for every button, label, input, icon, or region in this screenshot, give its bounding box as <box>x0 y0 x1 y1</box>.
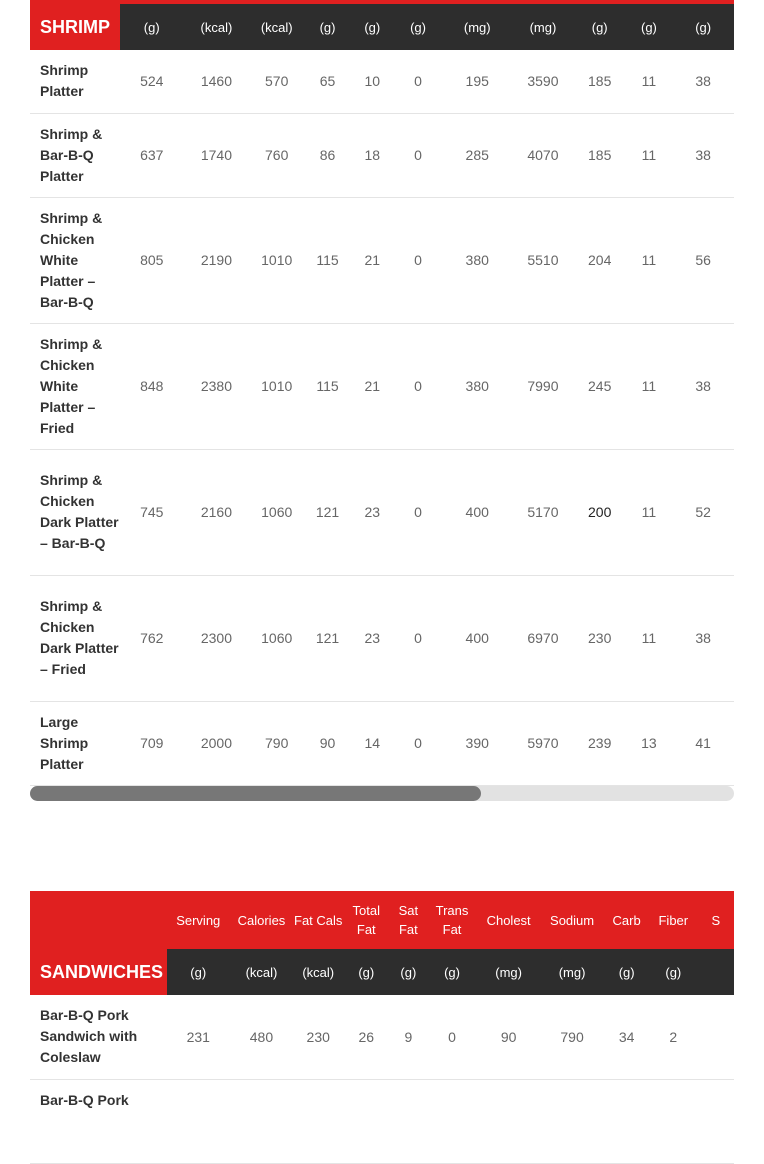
horizontal-scrollbar[interactable] <box>30 786 734 801</box>
value-cell <box>698 995 734 1079</box>
value-cell: 637 <box>120 113 184 197</box>
value-cell: 11 <box>626 50 673 113</box>
sandwiches-labels-row <box>30 891 734 949</box>
value-cell: 231 <box>167 995 229 1079</box>
table-row <box>30 323 734 449</box>
value-cell: 230 <box>294 995 343 1079</box>
value-cell <box>390 1079 427 1163</box>
value-cell: 230 <box>574 575 626 701</box>
column-header: Serving <box>167 891 229 949</box>
value-cell: 90 <box>304 701 351 785</box>
value-cell: 762 <box>120 575 184 701</box>
value-cell: 0 <box>394 323 443 449</box>
value-cell: 38 <box>672 575 734 701</box>
value-cell: 1060 <box>249 575 304 701</box>
unit-cell: (g) <box>649 949 698 995</box>
value-cell: 709 <box>120 701 184 785</box>
value-cell: 790 <box>249 701 304 785</box>
unit-cell: (g) <box>626 2 673 50</box>
value-cell: 2 <box>649 995 698 1079</box>
value-cell: 21 <box>351 323 394 449</box>
value-cell: 0 <box>394 701 443 785</box>
unit-cell: (mg) <box>540 949 604 995</box>
table-row <box>30 113 734 197</box>
column-header: Calories <box>229 891 294 949</box>
value-cell: 115 <box>304 323 351 449</box>
header-blank-cell <box>30 891 167 949</box>
value-cell: 11 <box>626 575 673 701</box>
value-cell: 245 <box>574 323 626 449</box>
value-cell: 14 <box>351 701 394 785</box>
value-cell: 0 <box>394 50 443 113</box>
value-cell: 745 <box>120 449 184 575</box>
value-cell: 480 <box>229 995 294 1079</box>
value-cell: 90 <box>477 995 540 1079</box>
item-name: Bar-B-Q Pork Sandwich with Coleslaw <box>30 995 167 1079</box>
value-cell: 18 <box>351 113 394 197</box>
item-name: Shrimp & Bar-B-Q Platter <box>30 113 120 197</box>
value-cell: 6970 <box>512 575 574 701</box>
value-cell: 86 <box>304 113 351 197</box>
unit-cell: (g) <box>304 2 351 50</box>
unit-cell: (kcal) <box>184 2 250 50</box>
value-cell: 0 <box>394 449 443 575</box>
value-cell: 9 <box>390 995 427 1079</box>
value-cell: 848 <box>120 323 184 449</box>
unit-cell: (g) <box>390 949 427 995</box>
unit-cell: (g) <box>167 949 229 995</box>
value-cell: 38 <box>672 323 734 449</box>
unit-cell: (mg) <box>477 949 540 995</box>
shrimp-table-container[interactable] <box>30 0 734 786</box>
table-row <box>30 1079 734 1163</box>
value-cell: 2190 <box>184 197 250 323</box>
value-cell: 1010 <box>249 197 304 323</box>
value-cell: 400 <box>442 575 512 701</box>
value-cell: 2000 <box>184 701 250 785</box>
unit-cell: (g) <box>343 949 390 995</box>
value-cell: 2300 <box>184 575 250 701</box>
sandwiches-units-row <box>30 949 734 995</box>
value-cell: 524 <box>120 50 184 113</box>
item-name: Large Shrimp Platter <box>30 701 120 785</box>
table-row <box>30 701 734 785</box>
column-header: Fiber <box>649 891 698 949</box>
value-cell: 5170 <box>512 449 574 575</box>
shrimp-units-row <box>30 2 734 50</box>
value-cell: 790 <box>540 995 604 1079</box>
table-row <box>30 197 734 323</box>
value-cell: 38 <box>672 50 734 113</box>
unit-cell: (g) <box>672 2 734 50</box>
value-cell: 3590 <box>512 50 574 113</box>
value-cell: 570 <box>249 50 304 113</box>
value-cell: 204 <box>574 197 626 323</box>
value-cell: 52 <box>672 449 734 575</box>
value-cell: 1740 <box>184 113 250 197</box>
column-header: Fat Cals <box>294 891 343 949</box>
value-cell: 56 <box>672 197 734 323</box>
unit-cell: (kcal) <box>249 2 304 50</box>
unit-cell: (g) <box>394 2 443 50</box>
value-cell: 34 <box>604 995 649 1079</box>
value-cell: 115 <box>304 197 351 323</box>
value-cell: 11 <box>626 113 673 197</box>
table-row <box>30 575 734 701</box>
column-header: Carb <box>604 891 649 949</box>
table-row <box>30 995 734 1079</box>
item-name: Shrimp Platter <box>30 50 120 113</box>
item-name: Shrimp & Chicken White Platter – Bar-B-Q <box>30 197 120 323</box>
unit-cell: (mg) <box>512 2 574 50</box>
value-cell <box>229 1079 294 1163</box>
value-cell: 805 <box>120 197 184 323</box>
value-cell <box>698 1079 734 1163</box>
unit-cell: (mg) <box>442 2 512 50</box>
sandwiches-table-container[interactable] <box>30 891 734 1108</box>
unit-cell: (g) <box>120 2 184 50</box>
value-cell: 380 <box>442 323 512 449</box>
value-cell: 5510 <box>512 197 574 323</box>
value-cell: 1060 <box>249 449 304 575</box>
unit-cell: (kcal) <box>294 949 343 995</box>
value-cell <box>294 1079 343 1163</box>
value-cell: 380 <box>442 197 512 323</box>
shrimp-nutrition-table <box>30 0 734 786</box>
value-cell: 390 <box>442 701 512 785</box>
value-cell-highlighted: 200 <box>574 449 626 575</box>
value-cell <box>427 1079 478 1163</box>
value-cell: 11 <box>626 197 673 323</box>
value-cell: 760 <box>249 113 304 197</box>
unit-cell <box>698 949 734 995</box>
scrollbar-thumb[interactable] <box>30 786 481 801</box>
value-cell: 11 <box>626 449 673 575</box>
column-header: Trans Fat <box>427 891 478 949</box>
value-cell: 0 <box>427 995 478 1079</box>
shrimp-category-header: SHRIMP <box>30 2 120 50</box>
unit-cell: (g) <box>604 949 649 995</box>
value-cell: 26 <box>343 995 390 1079</box>
value-cell: 41 <box>672 701 734 785</box>
value-cell: 0 <box>394 575 443 701</box>
value-cell <box>167 1079 229 1163</box>
value-cell: 285 <box>442 113 512 197</box>
value-cell: 1460 <box>184 50 250 113</box>
column-header: Sodium <box>540 891 604 949</box>
value-cell: 195 <box>442 50 512 113</box>
value-cell: 21 <box>351 197 394 323</box>
value-cell: 0 <box>394 113 443 197</box>
value-cell: 65 <box>304 50 351 113</box>
value-cell: 23 <box>351 575 394 701</box>
value-cell: 23 <box>351 449 394 575</box>
item-name: Shrimp & Chicken Dark Platter – Fried <box>30 575 120 701</box>
value-cell: 38 <box>672 113 734 197</box>
item-name: Shrimp & Chicken White Platter – Fried <box>30 323 120 449</box>
value-cell: 185 <box>574 113 626 197</box>
value-cell: 121 <box>304 575 351 701</box>
value-cell: 5970 <box>512 701 574 785</box>
value-cell: 2380 <box>184 323 250 449</box>
value-cell: 1010 <box>249 323 304 449</box>
item-name: Bar-B-Q Pork <box>30 1079 167 1163</box>
value-cell: 121 <box>304 449 351 575</box>
column-header: Cholest <box>477 891 540 949</box>
column-header: Sat Fat <box>390 891 427 949</box>
table-row <box>30 449 734 575</box>
table-row <box>30 50 734 113</box>
value-cell <box>477 1079 540 1163</box>
column-header: S <box>698 891 734 949</box>
unit-cell: (g) <box>574 2 626 50</box>
value-cell: 0 <box>394 197 443 323</box>
value-cell <box>540 1079 604 1163</box>
value-cell: 185 <box>574 50 626 113</box>
value-cell: 13 <box>626 701 673 785</box>
value-cell <box>649 1079 698 1163</box>
sandwiches-category-header: SANDWICHES <box>30 949 167 995</box>
unit-cell: (g) <box>351 2 394 50</box>
value-cell: 10 <box>351 50 394 113</box>
column-header: Total Fat <box>343 891 390 949</box>
value-cell: 11 <box>626 323 673 449</box>
item-name: Shrimp & Chicken Dark Platter – Bar-B-Q <box>30 449 120 575</box>
unit-cell: (g) <box>427 949 478 995</box>
value-cell: 400 <box>442 449 512 575</box>
value-cell: 239 <box>574 701 626 785</box>
value-cell: 2160 <box>184 449 250 575</box>
value-cell: 4070 <box>512 113 574 197</box>
value-cell: 7990 <box>512 323 574 449</box>
unit-cell: (kcal) <box>229 949 294 995</box>
value-cell <box>343 1079 390 1163</box>
sandwiches-nutrition-table <box>30 891 734 1164</box>
value-cell <box>604 1079 649 1163</box>
